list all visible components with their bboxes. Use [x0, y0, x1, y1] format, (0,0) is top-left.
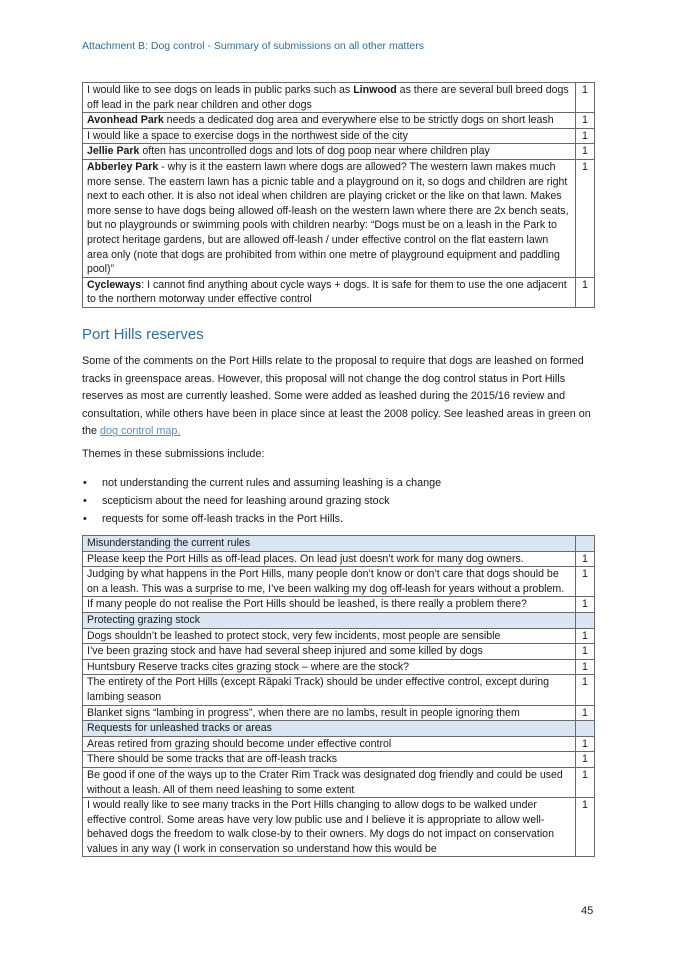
count-cell: 1: [576, 767, 595, 797]
count-cell: 1: [576, 644, 595, 660]
count-cell: 1: [576, 551, 595, 567]
list-item-text: not understanding the current rules and assuming leashing is a change: [102, 477, 442, 489]
count-cell: 1: [576, 675, 595, 705]
themes-list: [82, 474, 441, 528]
count-cell: 1: [576, 159, 595, 277]
submission-text: - why is it the eastern lawn where dogs are allowed? The western lawn makes much more sense. The eastern lawn has a picnic table and a playground on it, so dogs and children are right next to each other. It is also not ideal when children are playing cricket or the like on that lawn. Makes more sense to have dogs being allowed off-leash on the western lawn where there are 2x bench seats, but no playgrounds or swimming pools with children nearby: “Dogs must be on a leash in the Park to protect heritage gardens, but are allowed off-leash / under effective control on the flat eastern lawn area only (note that dogs are prohibited from within one metre of playground equipment and paddling pool)”: [87, 160, 569, 276]
submission-cell: [83, 113, 576, 129]
section-paragraph-text: Some of the comments on the Port Hills relate to the proposal to require that dogs are leashed on formed tracks in greenspace areas. However, this proposal will not change the dog control status in Port Hills reserves as most are currently leashed. Some were added as leashed during the 2015/16 review and consultation, while others have been in place since at least the 2008 policy. See leashed areas in green on the: [82, 355, 591, 438]
submission-text: often has uncontrolled dogs and lots of dog poop near where children play: [139, 145, 490, 158]
table-row: [83, 551, 595, 567]
submission-cell: The entirety of the Port Hills (except Rāpaki Track) should be under effective control, except during lambing season: [83, 675, 576, 705]
submission-text: needs a dedicated dog area and everywhere else to be strictly dogs on short leash: [163, 114, 554, 127]
submission-cell: Blanket signs “lambing in progress”, when there are no lambs, result in people ignoring them: [83, 705, 576, 721]
count-cell: 1: [576, 83, 595, 113]
location-name: Linwood: [353, 84, 397, 96]
count-cell: 1: [576, 736, 595, 752]
list-item-text: requests for some off-leash tracks in the Port Hills.: [102, 513, 344, 525]
submission-cell: [83, 277, 576, 307]
section-heading: Port Hills reserves: [82, 326, 204, 343]
section-header-row: [83, 721, 595, 737]
count-cell: 1: [576, 628, 595, 644]
count-cell: [576, 612, 595, 628]
dog-control-map-link[interactable]: dog control map.: [100, 425, 181, 438]
count-cell: 1: [576, 567, 595, 597]
list-item: [82, 492, 441, 510]
submission-cell: Be good if one of the ways up to the Crater Rim Track was designated dog friendly and could be used without a leash. All of them need leashing to some extent: [83, 767, 576, 797]
table-row: [83, 113, 595, 129]
section-header-cell: Requests for unleashed tracks or areas: [83, 721, 576, 737]
table-row: [83, 659, 595, 675]
bullet-icon: •: [83, 477, 87, 489]
table-row: [83, 705, 595, 721]
table-row: [83, 644, 595, 660]
count-cell: [576, 721, 595, 737]
submission-cell: [83, 159, 576, 277]
count-cell: 1: [576, 798, 595, 857]
section-header-cell: Misunderstanding the current rules: [83, 536, 576, 552]
submission-text: I would like to see dogs on leads in public parks such as: [87, 84, 354, 96]
table-row: [83, 675, 595, 705]
submission-text: as there are several bull breed dogs off lead in the park near children and other dogs: [87, 84, 569, 111]
submission-cell: Please keep the Port Hills as off-lead places. On lead just doesn’t work for many dog owners.: [83, 551, 576, 567]
submission-cell: [83, 83, 576, 113]
table-row: [83, 767, 595, 797]
submission-cell: Dogs shouldn’t be leashed to protect stock, very few incidents, most people are sensible: [83, 628, 576, 644]
bullet-icon: •: [83, 513, 87, 525]
submission-cell: Judging by what happens in the Port Hills, many people don’t know or don’t care that dogs should be on a leash. This was a surprise to me, I’ve been walking my dog off-leash for years without a problem.: [83, 567, 576, 597]
section-header-cell: Protecting grazing stock: [83, 612, 576, 628]
count-cell: 1: [576, 144, 595, 160]
table-row: [83, 597, 595, 613]
submission-cell: [83, 128, 576, 144]
list-item-text: scepticism about the need for leashing around grazing stock: [102, 495, 390, 507]
document-header: Attachment B: Dog control - Summary of submissions on all other matters: [82, 40, 424, 52]
submission-cell: Huntsbury Reserve tracks cites grazing stock – where are the stock?: [83, 659, 576, 675]
submission-text: I would like a space to exercise dogs in the northwest side of the city: [87, 129, 408, 142]
location-name: Jellie Park: [87, 145, 140, 158]
bullet-icon: •: [83, 495, 87, 507]
submission-cell: I’ve been grazing stock and have had several sheep injured and some killed by dogs: [83, 644, 576, 660]
section-paragraph: [82, 353, 594, 441]
submission-cell: I would really like to see many tracks in the Port Hills changing to allow dogs to be walked under effective control. Some areas have very low public use and I believe it is appropriate to allow well-behaved dogs the freedom to walk close-by to their owners. My dogs do not impact on conservation values in any way (I work in conservation so understand how this would be: [83, 798, 576, 857]
table-row: [83, 752, 595, 768]
count-cell: 1: [576, 659, 595, 675]
list-item: [82, 510, 441, 528]
submission-cell: [83, 144, 576, 160]
count-cell: 1: [576, 113, 595, 129]
submission-cell: There should be some tracks that are off-leash tracks: [83, 752, 576, 768]
section-header-row: [83, 612, 595, 628]
table-row: [83, 83, 595, 113]
list-item: [82, 474, 441, 492]
submissions-table-port-hills: [82, 535, 595, 857]
submissions-table-parks: [82, 82, 595, 308]
location-name: Abberley Park: [87, 160, 159, 173]
table-row: [83, 567, 595, 597]
submission-cell: Areas retired from grazing should become under effective control: [83, 736, 576, 752]
themes-intro: Themes in these submissions include:: [82, 448, 265, 460]
count-cell: 1: [576, 277, 595, 307]
table-row: [83, 128, 595, 144]
location-name: Cycleways: [87, 278, 142, 291]
table-row: [83, 159, 595, 277]
submission-cell: If many people do not realise the Port Hills should be leashed, is there really a problem there?: [83, 597, 576, 613]
submission-text: : I cannot find anything about cycle ways + dogs. It is safe for them to use the one adjacent to the northern motorway under effective control: [87, 278, 567, 306]
section-header-row: [83, 536, 595, 552]
table-row: [83, 628, 595, 644]
table-row: [83, 798, 595, 857]
count-cell: 1: [576, 597, 595, 613]
table-row: [83, 736, 595, 752]
count-cell: 1: [576, 705, 595, 721]
count-cell: 1: [576, 128, 595, 144]
location-name: Avonhead Park: [87, 114, 164, 127]
page-number: 45: [581, 905, 594, 917]
count-cell: [576, 536, 595, 552]
table-row: [83, 277, 595, 307]
table-row: [83, 144, 595, 160]
count-cell: 1: [576, 752, 595, 768]
